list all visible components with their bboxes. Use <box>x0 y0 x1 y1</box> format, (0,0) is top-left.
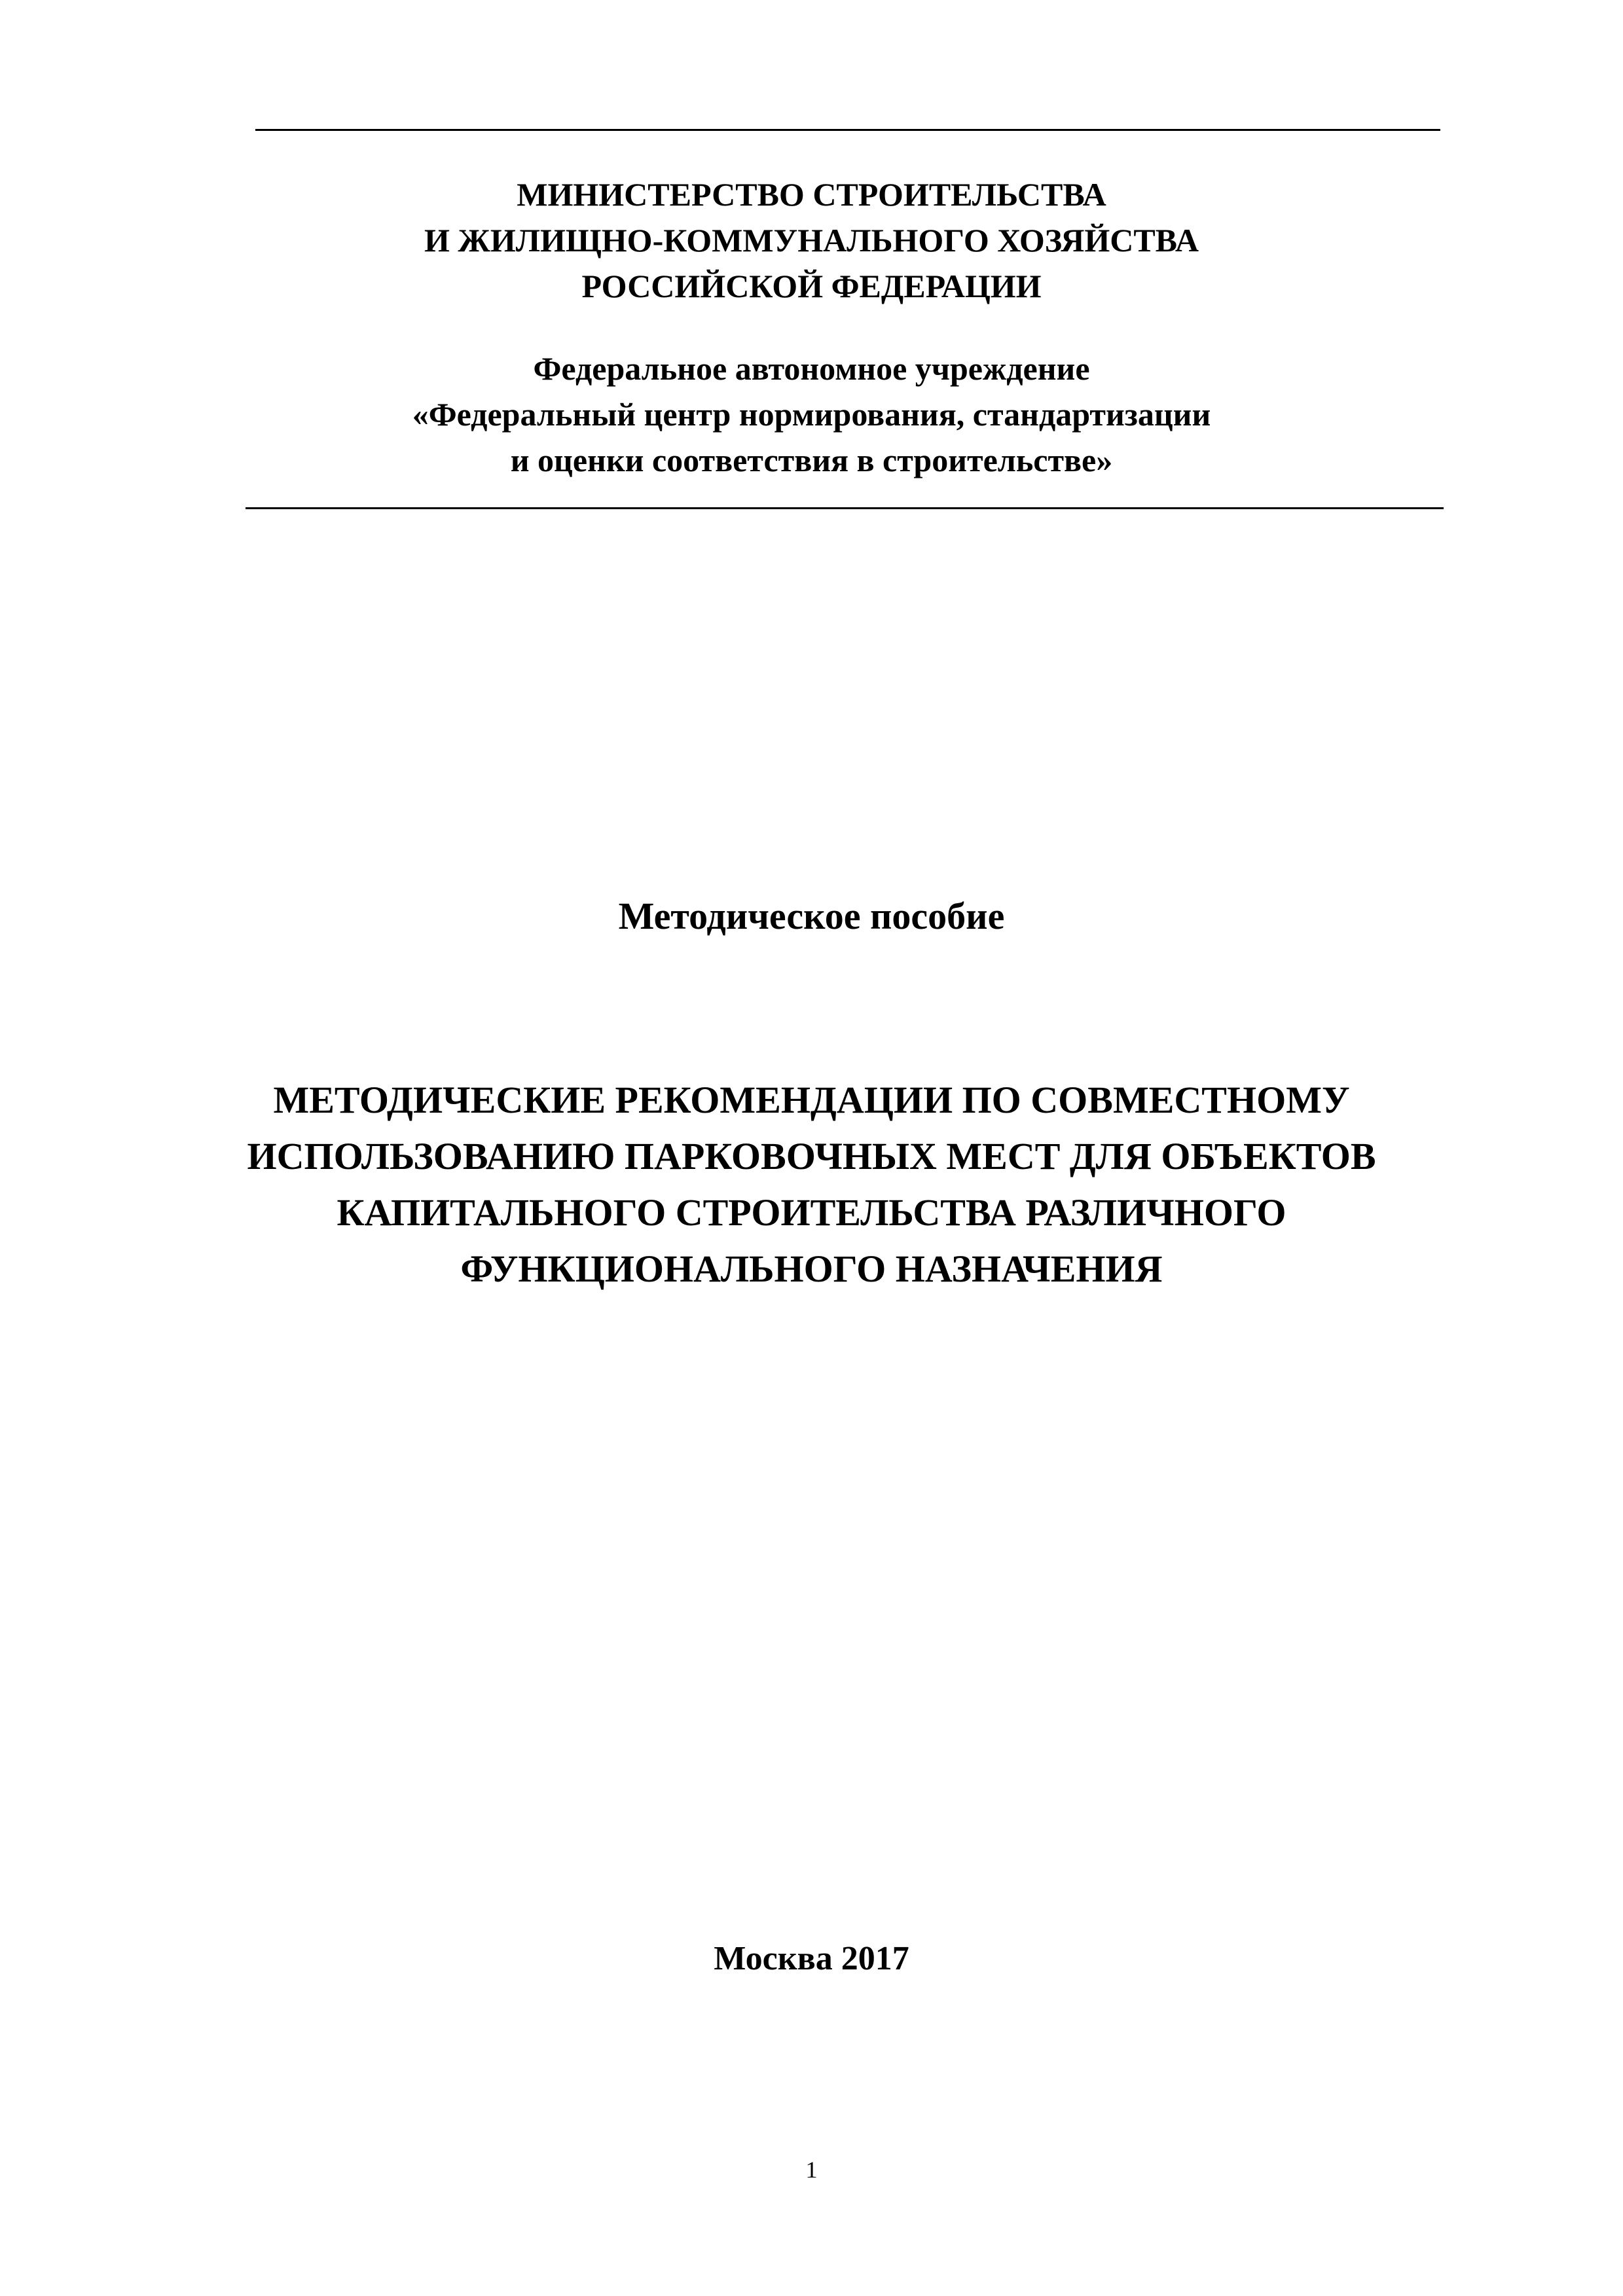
header-bottom-rule <box>246 507 1444 509</box>
page-number: 1 <box>805 2157 818 2183</box>
institution-line: «Федеральный центр нормирования, стандартизации <box>412 396 1211 433</box>
institution-name <box>0 346 1623 483</box>
ministry-line: И ЖИЛИЩНО-КОММУНАЛЬНОГО ХОЗЯЙСТВА <box>424 222 1199 259</box>
title-line: КАПИТАЛЬНОГО СТРОИТЕЛЬСТВА РАЗЛИЧНОГО <box>337 1191 1286 1234</box>
document-type: Методическое пособие <box>618 895 1005 937</box>
institution-line: и оценки соответствия в строительстве» <box>510 442 1113 478</box>
header-top-rule <box>255 129 1440 131</box>
institution-line: Федеральное автономное учреждение <box>533 350 1090 387</box>
title-line: ИСПОЛЬЗОВАНИЮ ПАРКОВОЧНЫХ МЕСТ ДЛЯ ОБЪЕКТОВ <box>247 1135 1376 1177</box>
title-line: МЕТОДИЧЕСКИЕ РЕКОМЕНДАЦИИ ПО СОВМЕСТНОМУ <box>273 1079 1350 1121</box>
document-title <box>0 1072 1623 1297</box>
ministry-line: РОССИЙСКОЙ ФЕДЕРАЦИИ <box>581 268 1042 304</box>
ministry-name <box>0 171 1623 309</box>
title-line: ФУНКЦИОНАЛЬНОГО НАЗНАЧЕНИЯ <box>460 1247 1163 1290</box>
ministry-line: МИНИСТЕРСТВО СТРОИТЕЛЬСТВА <box>517 176 1106 213</box>
place-and-year: Москва 2017 <box>714 1940 909 1977</box>
